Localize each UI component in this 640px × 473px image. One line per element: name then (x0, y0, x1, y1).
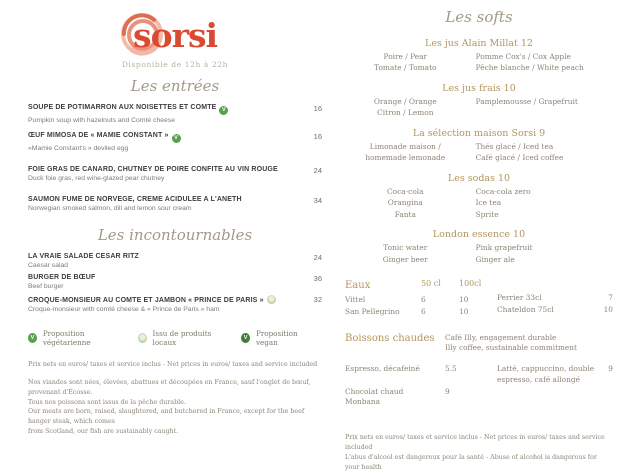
drink-item: Thés glacé / Iced tea (475, 141, 554, 151)
water-price: 7 (608, 293, 613, 303)
vegetarian-icon: V (28, 333, 37, 343)
local-products-icon (138, 333, 147, 343)
vegetarian-icon: V (219, 106, 228, 115)
water-row (497, 292, 613, 304)
group-heading: Les jus Alain Millat 12 (425, 38, 533, 49)
water-row (345, 306, 497, 318)
item-name: CROQUE-MONSIEUR AU COMTE ET JAMBON « PRINCE DE PARIS » (28, 297, 264, 304)
water-name: Vittel (345, 295, 366, 305)
hot-drinks-section (345, 333, 613, 417)
item-name: ŒUF MIMOSA DE « MAMIE CONSTANT » (28, 132, 169, 139)
waters-heading: Eaux (345, 280, 371, 292)
menu-item (28, 274, 322, 290)
provenance-line: Nos viandes sont nées, élevées, abattues et découpées en France, sauf l'onglet de bœuf, provenant d'Écosse. (28, 379, 311, 396)
legend-label-vegan: Proposition vegan (255, 329, 298, 347)
section-title-entrees: Les entrées (130, 77, 220, 95)
waters-col-50cl: 50 cl (421, 279, 441, 289)
hot-drink-name: Chocolat chaud (345, 386, 404, 396)
hot-drink-row (345, 387, 497, 408)
menu-item (28, 295, 322, 313)
drink-item: Coca-cola (387, 186, 424, 196)
right-footnotes (345, 433, 613, 473)
water-row (497, 304, 613, 316)
drink-item: Pomme Cox's / Cox Apple (475, 52, 571, 61)
water-price: 10 (603, 305, 613, 314)
hot-drink-name: Espresso, décafeiné (345, 364, 420, 373)
drink-item: Ginger ale (475, 254, 515, 264)
hot-drinks-heading: Boissons chaudes (345, 332, 435, 344)
price-footnote: Prix nets en euros/ taxes et service inclus - Net prices in euros/ taxes and service included (28, 361, 318, 368)
drink-item: Sprite (475, 209, 499, 219)
diet-legend (28, 329, 322, 347)
drink-group (345, 173, 613, 220)
left-column (28, 8, 322, 437)
entrees-list (28, 104, 322, 212)
price-footnote: Prix nets en euros/ taxes et service inclus - Net prices in euros/ taxes and service included (345, 434, 605, 452)
waters-section (345, 278, 613, 318)
water-name: Chateldon 75cl (497, 305, 554, 314)
menu-item (28, 196, 322, 212)
item-name: SOUPE DE POTIMARRON AUX NOISETTES ET COMTE (28, 104, 217, 111)
water-price-100: 10 (459, 295, 469, 305)
coffee-note-en: Illy coffee, sustainable commitment (445, 343, 577, 353)
menu-item (28, 166, 322, 182)
drink-item: Orange / Orange (373, 96, 437, 106)
item-description: Norwegian smoked salmon, dill and lemon sour cream (28, 205, 192, 212)
drink-group (345, 229, 613, 265)
availability-text: Disponible de 12h à 22h (121, 60, 229, 69)
coffee-note-fr: Café Illy, engagement durable (445, 332, 557, 342)
drink-item: Pamplemousse / Grapefruit (475, 96, 578, 106)
item-price: 34 (313, 196, 322, 205)
drink-item: Limonade maison / (369, 141, 441, 151)
drink-group (345, 83, 613, 119)
item-description: «Mamie Constant's » deviled egg (28, 145, 129, 152)
item-description: Pumpkin soup with hazelnuts and Comté cheese (28, 117, 175, 124)
menu-item (28, 104, 322, 124)
alcohol-footnote: L'abus d'alcool est dangereux pour la santé - Abuse of alcohol is dangerous for your health (345, 454, 597, 472)
drink-group (345, 38, 613, 74)
water-name: San Pellegrino (345, 307, 400, 316)
provenance-note (28, 378, 322, 437)
item-price: 36 (313, 274, 322, 283)
waters-col-100cl: 100cl (459, 279, 482, 289)
hot-drink-row (345, 364, 497, 375)
vegetarian-icon: V (172, 134, 181, 143)
group-heading: London essence 10 (432, 229, 526, 241)
water-row (345, 294, 497, 306)
water-price-50: 6 (421, 307, 426, 316)
item-description: Duck foie gras, red wine-glazed pear chutney (28, 175, 165, 182)
local-products-icon (267, 295, 276, 304)
legend-label-local: Issu de produits locaux (152, 329, 212, 347)
hot-drink-name: Latté, cappuccino, double espresso, café allongé (497, 364, 595, 384)
hot-drink-price: 9 (445, 386, 450, 396)
water-price-100: 10 (459, 307, 469, 316)
sorsi-logo-icon (120, 8, 230, 58)
item-price: 16 (313, 104, 322, 113)
provenance-line: Our meats are born, raised, slaughtered, and butchered in France, except for the beef hanger steak, which comes (28, 408, 305, 425)
hot-drink-row (497, 364, 613, 417)
legend-label-vegetarian: Proposition végétarienne (42, 329, 91, 347)
drink-item: Pêche blanche / White peach (475, 63, 584, 73)
drink-item: Orangina (387, 198, 423, 208)
item-name: LA VRAIE SALADE CESAR RITZ (28, 253, 139, 260)
brand-header (28, 8, 322, 69)
right-column (345, 8, 613, 473)
provenance-line: Tous nos poissons sont issus de la pêche durable. (28, 398, 186, 406)
drink-group (345, 128, 613, 164)
group-heading: La sélection maison Sorsi 9 (412, 127, 546, 139)
logo-wordmark: sorsi (133, 16, 218, 55)
drink-item: Coca-cola zero (475, 186, 531, 196)
menu-item (28, 132, 322, 152)
item-price: 16 (313, 132, 322, 141)
group-heading: Les sodas 10 (447, 172, 511, 184)
water-name: Perrier 33cl (497, 293, 542, 303)
drink-item: Fanta (394, 209, 416, 219)
item-name: SAUMON FUME DE NORVEGE, CREME ACIDULEE A L'ANETH (28, 196, 242, 203)
drink-item: Citron / Lemon (377, 108, 434, 118)
item-name: BURGER DE BŒUF (28, 274, 96, 281)
provenance-line: from Scotland, our fish are sustainably caught. (28, 427, 179, 435)
drink-item: Pink grapefruit (475, 243, 533, 253)
drink-item: Ginger beer (382, 254, 428, 264)
section-title-incontournables: Les incontournables (97, 226, 253, 244)
item-name: FOIE GRAS DE CANARD, CHUTNEY DE POIRE CONFITE AU VIN ROUGE (28, 166, 278, 173)
item-description: Beef burger (28, 283, 64, 290)
item-description: Caesar salad (28, 262, 69, 269)
item-description: Croque-monsieur with comté cheese & « Prince de Paris » ham (28, 306, 220, 313)
hot-drink-price: 5.5 (445, 364, 457, 373)
group-heading: Les jus frais 10 (442, 82, 516, 94)
hot-drink-price: 9 (608, 364, 613, 373)
drink-item: Café glacé / Iced coffee (475, 153, 564, 163)
item-price: 24 (313, 166, 322, 175)
drink-item: homemade lemonade (365, 153, 446, 163)
section-title-softs: Les softs (445, 8, 513, 26)
drink-item: Tonic water (383, 243, 428, 253)
menu-item (28, 253, 322, 269)
drink-item: Ice tea (475, 198, 502, 208)
hot-drink-name: Monbana (345, 397, 381, 407)
item-price: 24 (313, 253, 322, 262)
water-price-50: 6 (421, 295, 426, 305)
drink-item: Poire / Pear (383, 52, 428, 61)
item-price: 32 (313, 295, 322, 304)
drink-item: Tomate / Tomato (374, 63, 437, 73)
incontournables-list (28, 253, 322, 313)
vegan-icon: V (241, 333, 250, 343)
